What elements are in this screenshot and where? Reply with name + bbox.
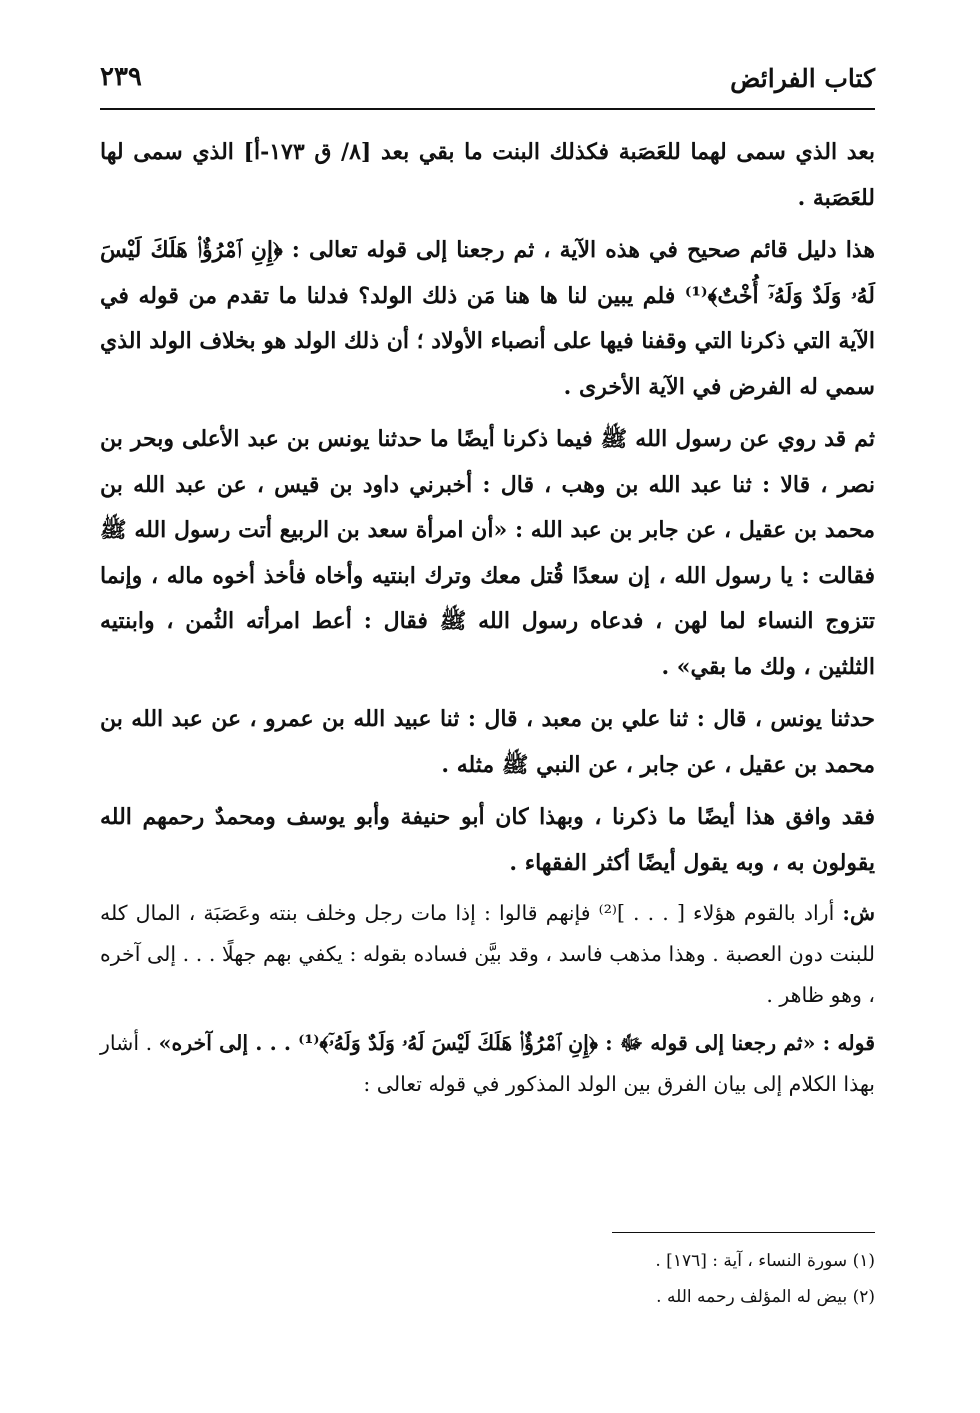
footnote-1: (١) سورة النساء ، آية : [١٧٦] . bbox=[655, 1251, 875, 1271]
footnotes bbox=[300, 1243, 875, 1315]
paragraph-1: بعد الذي سمى لهما للعَصَبة فكذلك البنت ما بقي بعد [٨/ ق ١٧٣-أ] الذي سمى لها للعَصَبة . bbox=[100, 139, 876, 211]
header-divider bbox=[100, 108, 875, 110]
quoted-statement-paragraph bbox=[100, 1023, 875, 1105]
paragraph-2: هذا دليل قائم صحيح في هذه الآية ، ثم رجعنا إلى قوله تعالى : ﴿إِنِ ٱمْرُؤٌا۟ هَلَكَ لَيْسَ لَهُۥ وَلَدٌ وَلَهُۥٓ أُخْتٌ﴾⁽¹⁾ فلم يبين لنا ها هنا مَن ذلك الولد؟ فدلنا ما تقدم من قوله في الآية التي ذكرنا التي وقفنا فيها على أنصباء الأولاد ؛ أن ذلك الولد هو بخلاف الولد الذي سمي له الفرض في الآية الأخرى . bbox=[100, 237, 875, 400]
commentary-paragraph bbox=[100, 893, 875, 1016]
commentary-marker: ش: bbox=[842, 901, 875, 925]
quoted-statement-explanation: . أشار بهذا الكلام إلى بيان الفرق بين الولد المذكور في قوله تعالى : bbox=[100, 1031, 875, 1096]
page-number: ٢٣٩ bbox=[100, 62, 142, 92]
commentary-text: أراد بالقوم هؤلاء [ . . . ]⁽²⁾ فإنهم قالوا : إذا مات رجل وخلف بنته وعَصَبَة ، المال كله للبنت دون العصبة . وهذا مذهب فاسد ، وقد بيَّن فساده بقوله : يكفي بهم جهلًا . . . إلى آخره ، وهو ظاهر . bbox=[100, 901, 875, 1007]
book-title: كتاب الفرائض bbox=[730, 64, 875, 93]
footnote-divider bbox=[612, 1232, 875, 1233]
quoted-statement: قوله : «ثم رجعنا إلى قوله ﷻ : ﴿إِنِ ٱمْرُؤٌا۟ هَلَكَ لَيْسَ لَهُۥ وَلَدٌ وَلَهُۥٓ﴾⁽¹⁾ . . . إلى آخره» bbox=[158, 1031, 875, 1055]
main-text bbox=[100, 130, 875, 1112]
paragraph-3: ثم قد روي عن رسول الله ﷺ فيما ذكرنا أيضًا ما حدثنا يونس بن عبد الأعلى وبحر بن نصر ، قالا : ثنا عبد الله بن وهب ، قال : أخبرني داود بن قيس ، عن عبد الله بن محمد بن عقيل ، عن جابر بن عبد الله : «أن امرأة سعد بن الربيع أتت رسول الله ﷺ فقالت : يا رسول الله ، إن سعدًا قُتل معك وترك ابنتيه وأخاه فأخذ أخوه ماله ، وإنما تتزوج النساء لما لهن ، فدعاه رسول الله ﷺ فقال : أعط امرأته الثُمن ، وابنتيه الثلثين ، ولك ما بقي» . bbox=[100, 426, 875, 680]
paragraph-5: فقد وافق هذا أيضًا ما ذكرنا ، وبهذا كان أبو حنيفة وأبو يوسف ومحمدٌ رحمهم الله يقولون به ، وبه يقول أيضًا أكثر الفقهاء . bbox=[100, 804, 875, 876]
running-head bbox=[100, 58, 875, 104]
paragraph-4: حدثنا يونس ، قال : ثنا علي بن معبد ، قال : ثنا عبيد الله بن عمرو ، عن عبد الله بن محمد بن عقيل ، عن جابر ، عن النبي ﷺ مثله . bbox=[100, 706, 875, 778]
footnote-2: (٢) بيض له المؤلف رحمه الله . bbox=[656, 1287, 875, 1307]
